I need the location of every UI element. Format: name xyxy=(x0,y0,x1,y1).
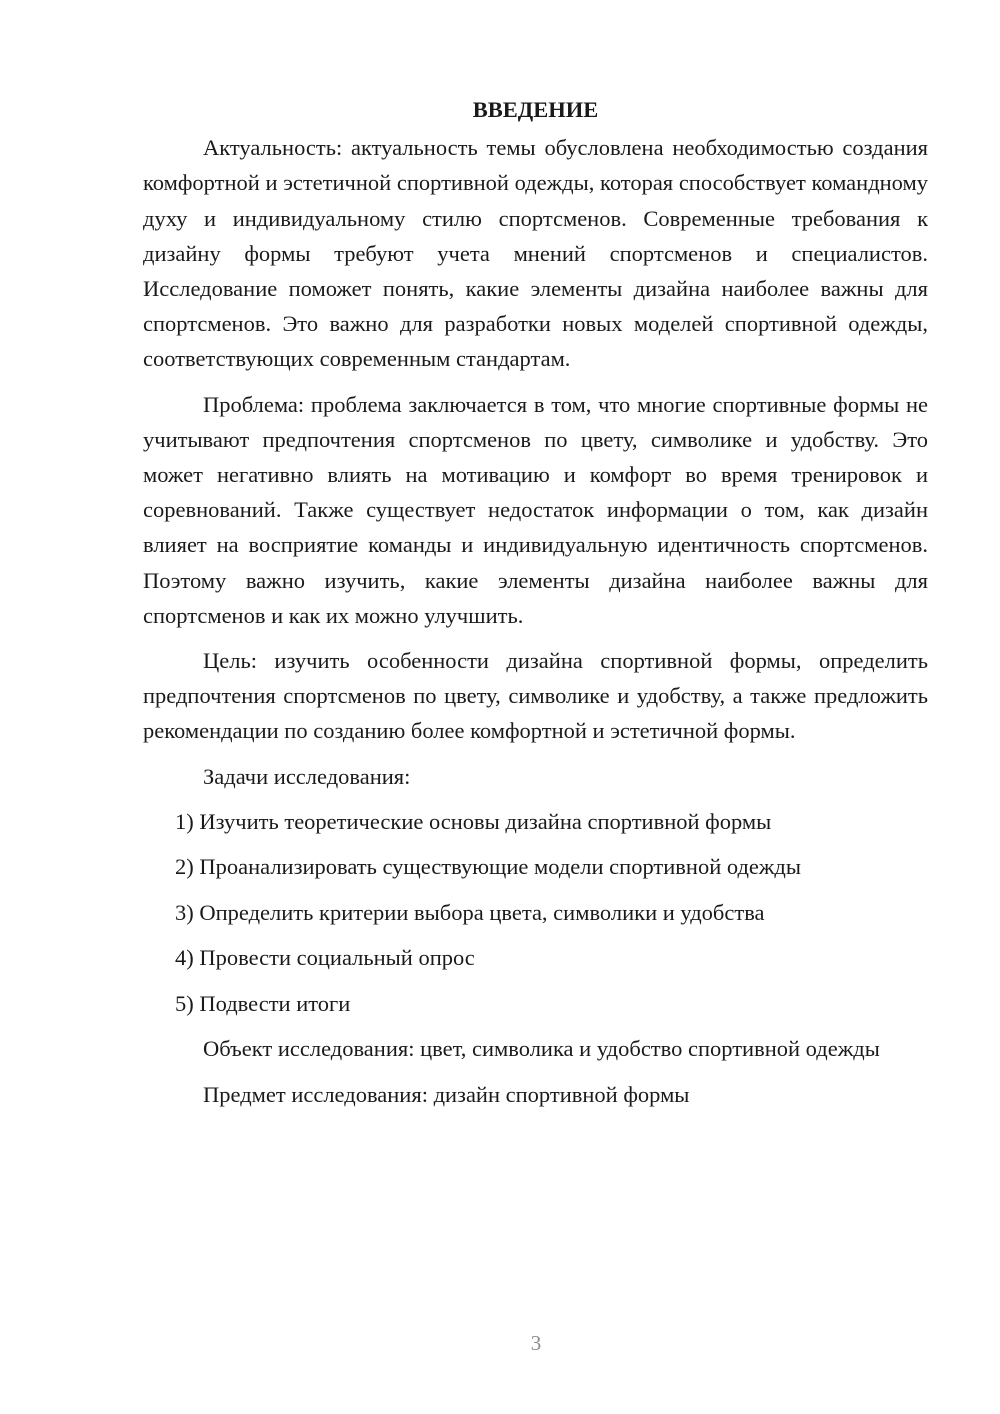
task-item-5: 5) Подвести итоги xyxy=(175,990,351,1016)
tasks-heading: Задачи исследования: xyxy=(203,763,411,789)
paragraph-relevance: Актуальность: актуальность темы обусловлена необходимостью создания комфортной и эстетичной спортивной одежды, которая способствует командному духу и индивидуальному стилю спортсменов. Современные требования к дизайну формы требуют учета мнений спортсменов и специалистов. Исследование поможет понять, какие элементы дизайна наиболее важны для спортсменов. Это важно для разработки новых моделей спортивной одежды, соответствующих современным стандартам. xyxy=(143,135,928,372)
document-body xyxy=(143,92,928,1122)
paragraph-object: Объект исследования: цвет, символика и удобство спортивной одежды xyxy=(203,1036,880,1062)
task-item-1: 1) Изучить теоретические основы дизайна спортивной формы xyxy=(175,808,772,834)
task-item-2: 2) Проанализировать существующие модели спортивной одежды xyxy=(175,854,802,880)
tasks-list xyxy=(143,804,928,1021)
paragraph-problem: Проблема: проблема заключается в том, что многие спортивные формы не учитывают предпочтения спортсменов по цвету, символике и удобству. Это может негативно влиять на мотивацию и комфорт во время тренировок и соревнований. Также существует недостаток информации о том, как дизайн влияет на восприятие команды и индивидуальную идентичность спортсменов. Поэтому важно изучить, какие элементы дизайна наиболее важны для спортсменов и как их можно улучшить. xyxy=(143,391,928,628)
paragraph-subject: Предмет исследования: дизайн спортивной формы xyxy=(203,1081,690,1107)
page-title: ВВЕДЕНИЕ xyxy=(472,97,599,122)
page-number: 3 xyxy=(530,1331,542,1355)
task-item-4: 4) Провести социальный опрос xyxy=(175,945,475,971)
paragraph-goal: Цель: изучить особенности дизайна спортивной формы, определить предпочтения спортсменов по цвету, символике и удобству, а также предложить рекомендации по созданию более комфортной и эстетичной формы. xyxy=(143,648,928,744)
task-item-3: 3) Определить критерии выбора цвета, символики и удобства xyxy=(175,899,765,925)
